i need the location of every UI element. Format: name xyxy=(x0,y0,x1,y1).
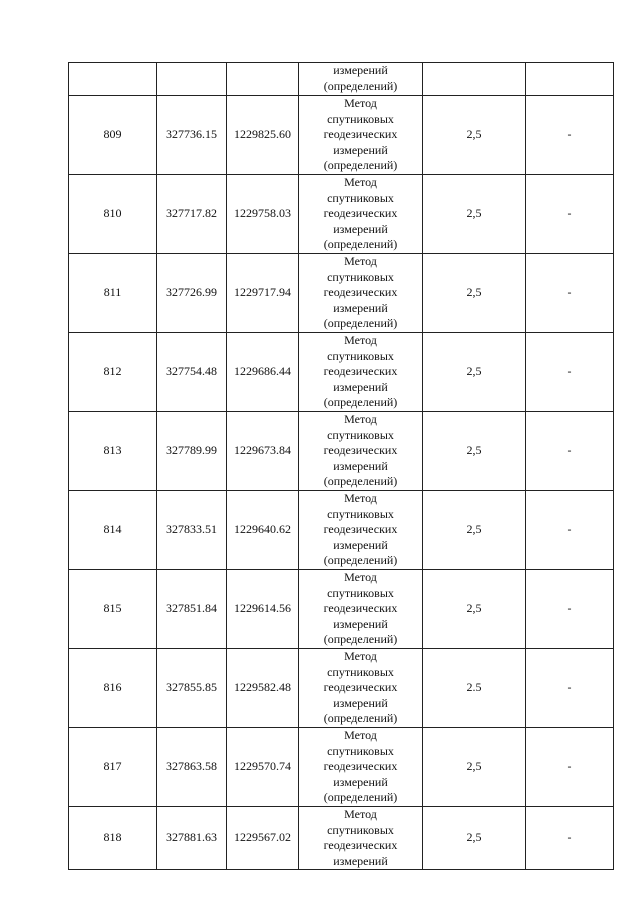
cell-y: 1229567.02 xyxy=(227,807,299,870)
cell-x: 327717.82 xyxy=(157,175,227,254)
table-row xyxy=(69,175,614,254)
table-row xyxy=(69,412,614,491)
method-line: измерений xyxy=(333,379,388,394)
table-row xyxy=(69,254,614,333)
cell-point: 815 xyxy=(69,570,157,649)
cell-x: 327851.84 xyxy=(157,570,227,649)
cell-x: 327881.63 xyxy=(157,807,227,870)
cell-method xyxy=(299,570,423,649)
cell-point: 809 xyxy=(69,96,157,175)
method-line: спутниковых xyxy=(327,269,394,284)
table-row xyxy=(69,728,614,807)
cell-point: 818 xyxy=(69,807,157,870)
cell-accuracy: 2,5 xyxy=(423,807,526,870)
method-line: (определений) xyxy=(323,395,398,410)
cell-point: 812 xyxy=(69,333,157,412)
method-line: Метод xyxy=(344,412,377,427)
method-line: Метод xyxy=(344,175,377,190)
cell-note: - xyxy=(526,491,614,570)
table-row-continuation xyxy=(69,63,614,96)
method-line: измерений xyxy=(333,774,388,789)
method-line: (определений) xyxy=(323,237,398,252)
cell-point: 817 xyxy=(69,728,157,807)
cell-method xyxy=(299,412,423,491)
table-body xyxy=(69,63,614,870)
cell-accuracy: 2,5 xyxy=(423,412,526,491)
cell-method xyxy=(299,63,423,96)
cell-method xyxy=(299,491,423,570)
method-line: (определений) xyxy=(323,158,398,173)
cell-note: - xyxy=(526,412,614,491)
cell-y: 1229686.44 xyxy=(227,333,299,412)
cell-accuracy: 2,5 xyxy=(423,333,526,412)
method-line: (определений) xyxy=(323,79,398,93)
cell-y: 1229825.60 xyxy=(227,96,299,175)
cell-point: 814 xyxy=(69,491,157,570)
method-line: (определений) xyxy=(323,632,398,647)
cell-note: - xyxy=(526,333,614,412)
cell-point: 810 xyxy=(69,175,157,254)
table-row xyxy=(69,570,614,649)
cell-x: 327789.99 xyxy=(157,412,227,491)
cell-y: 1229640.62 xyxy=(227,491,299,570)
method-line: Метод xyxy=(344,649,377,664)
method-line: измерений xyxy=(333,537,388,552)
cell-accuracy: 2,5 xyxy=(423,728,526,807)
cell-y: 1229673.84 xyxy=(227,412,299,491)
method-line: Метод xyxy=(344,96,377,111)
method-line: спутниковых xyxy=(327,664,394,679)
cell-accuracy: 2,5 xyxy=(423,491,526,570)
table-row xyxy=(69,333,614,412)
method-line: измерений xyxy=(333,458,388,473)
method-line: измерений xyxy=(333,142,388,157)
cell-x: 327754.48 xyxy=(157,333,227,412)
table-row xyxy=(69,649,614,728)
method-line: (определений) xyxy=(323,790,398,805)
method-line: спутниковых xyxy=(327,111,394,126)
method-line: геодезических xyxy=(323,680,398,695)
cell-x: 327726.99 xyxy=(157,254,227,333)
cell-y: 1229582.48 xyxy=(227,649,299,728)
table-row xyxy=(69,491,614,570)
method-line: геодезических xyxy=(323,838,398,853)
method-line: (определений) xyxy=(323,474,398,489)
method-line: Метод xyxy=(344,728,377,743)
coordinates-table xyxy=(68,62,614,870)
method-line: Метод xyxy=(344,570,377,585)
method-line: спутниковых xyxy=(327,348,394,363)
cell-y: 1229717.94 xyxy=(227,254,299,333)
method-line: (определений) xyxy=(323,316,398,331)
method-line: Метод xyxy=(344,491,377,506)
method-line: геодезических xyxy=(323,285,398,300)
cell-note: - xyxy=(526,96,614,175)
cell-note: - xyxy=(526,649,614,728)
method-line: измерений xyxy=(333,221,388,236)
method-line: измерений xyxy=(333,300,388,315)
cell-y xyxy=(227,63,299,96)
cell-note xyxy=(526,63,614,96)
method-line: спутниковых xyxy=(327,506,394,521)
method-line: геодезических xyxy=(323,601,398,616)
cell-note: - xyxy=(526,807,614,870)
method-line: Метод xyxy=(344,807,377,821)
cell-point: 816 xyxy=(69,649,157,728)
method-line: геодезических xyxy=(323,759,398,774)
cell-x: 327736.15 xyxy=(157,96,227,175)
method-line: спутниковых xyxy=(327,190,394,205)
method-line: геодезических xyxy=(323,522,398,537)
method-line: спутниковых xyxy=(327,585,394,600)
method-line: измерений xyxy=(333,695,388,710)
cell-y: 1229614.56 xyxy=(227,570,299,649)
method-line: спутниковых xyxy=(327,427,394,442)
method-line: Метод xyxy=(344,333,377,348)
cell-method xyxy=(299,333,423,412)
table-row xyxy=(69,96,614,175)
cell-accuracy: 2,5 xyxy=(423,96,526,175)
cell-x: 327855.85 xyxy=(157,649,227,728)
method-line: спутниковых xyxy=(327,743,394,758)
table-row xyxy=(69,807,614,870)
cell-method xyxy=(299,649,423,728)
method-line: геодезических xyxy=(323,206,398,221)
cell-note: - xyxy=(526,570,614,649)
cell-point: 811 xyxy=(69,254,157,333)
cell-note: - xyxy=(526,728,614,807)
method-line: измерений xyxy=(333,853,388,868)
method-line: Метод xyxy=(344,254,377,269)
method-line: измерений xyxy=(333,63,388,78)
cell-accuracy: 2,5 xyxy=(423,254,526,333)
cell-x: 327863.58 xyxy=(157,728,227,807)
cell-method xyxy=(299,96,423,175)
cell-point: 813 xyxy=(69,412,157,491)
cell-accuracy: 2,5 xyxy=(423,570,526,649)
cell-accuracy: 2.5 xyxy=(423,649,526,728)
cell-method xyxy=(299,175,423,254)
cell-y: 1229570.74 xyxy=(227,728,299,807)
cell-note: - xyxy=(526,254,614,333)
cell-method xyxy=(299,254,423,333)
cell-note: - xyxy=(526,175,614,254)
method-line: спутниковых xyxy=(327,822,394,837)
cell-x xyxy=(157,63,227,96)
method-line: геодезических xyxy=(323,443,398,458)
cell-accuracy: 2,5 xyxy=(423,175,526,254)
cell-y: 1229758.03 xyxy=(227,175,299,254)
cell-x: 327833.51 xyxy=(157,491,227,570)
method-line: геодезических xyxy=(323,364,398,379)
method-line: измерений xyxy=(333,616,388,631)
method-line: (определений) xyxy=(323,711,398,726)
cell-method xyxy=(299,807,423,870)
cell-method xyxy=(299,728,423,807)
cell-accuracy xyxy=(423,63,526,96)
cell-point xyxy=(69,63,157,96)
method-line: (определений) xyxy=(323,553,398,568)
method-line: геодезических xyxy=(323,127,398,142)
